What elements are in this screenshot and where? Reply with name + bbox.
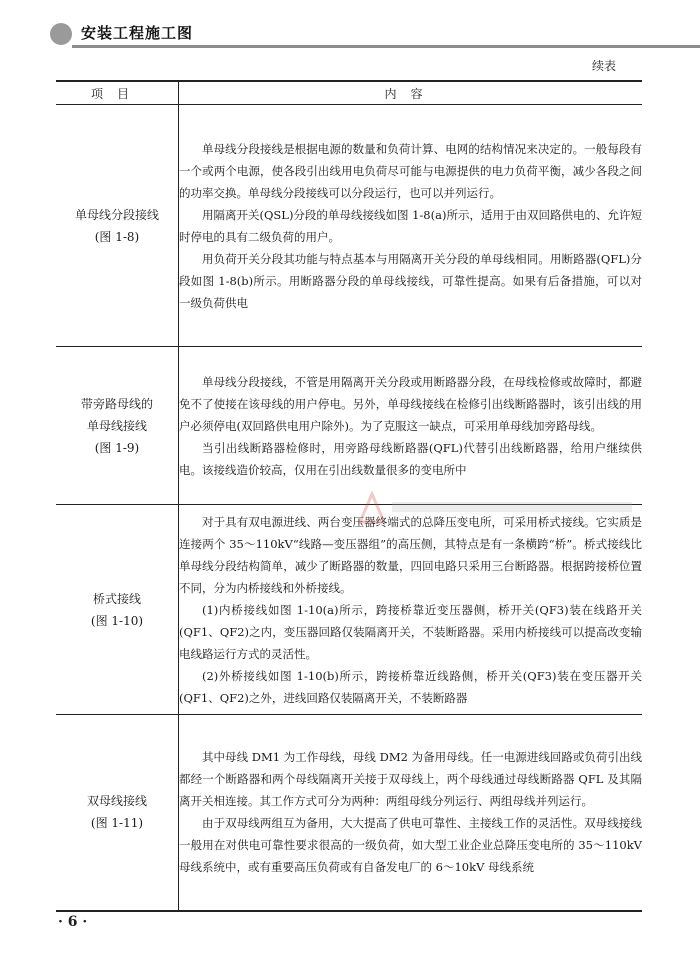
watermark-logo — [352, 488, 652, 528]
content-paragraph: 单母线分段接线，不管是用隔离开关分段或用断路器分段，在母线检修或故障时，都避免不了使接在该母线的用户停电。另外，单母线接线在检修引出线断路器时，该引出线的用户必须停电(双回路供电用户除外)。为了克服这一缺点，可采用单母线加旁路母线。 — [179, 374, 642, 433]
item-name-cont: 单母线接线 — [86, 418, 147, 433]
item-name: 双母线接线 — [86, 794, 147, 809]
table-row — [56, 105, 642, 347]
item-name: 桥式接线 — [92, 591, 141, 606]
content-paragraph: 用隔离开关(QSL)分段的单母线接线如图 1-8(a)所示，适用于由双回路供电的、允许短时停电的具有二级负荷的用户。 — [179, 207, 642, 244]
item-figure-ref: (图 1-10) — [90, 613, 144, 628]
row-content-cell — [179, 347, 643, 505]
table-row — [56, 505, 642, 715]
content-paragraph: (2)外桥接线如图 1-10(b)所示，跨接桥靠近线路侧，桥开关(QF3)装在变压器开关(QF1、QF2)之外，进线回路仅装隔离开关，不装断路器 — [179, 668, 642, 705]
row-content-cell — [179, 105, 643, 347]
row-item-cell — [56, 105, 179, 347]
header-rule — [72, 45, 700, 48]
row-content-cell — [179, 715, 643, 911]
header-circle-icon — [50, 23, 72, 45]
content-paragraph: 由于双母线两组互为备用，大大提高了供电可靠性、主接线工作的灵活性。双母线接线一般用在对供电可靠性要求很高的一级负荷，如大型工业企业总降压变电所的 35～110kV 母线系统中，或有重要高压负荷或有自备发电厂的 6～10kV 母线系统 — [179, 816, 642, 875]
page-number: · 6 · — [58, 914, 88, 930]
content-paragraph: (1)内桥接线如图 1-10(a)所示，跨接桥靠近变压器侧，桥开关(QF3)装在线路开关(QF1、QF2)之内，变压器回路仅装隔离开关，不装断路器。采用内桥接线可以提高改变输电线路运行方式的灵活性。 — [179, 602, 642, 661]
item-figure-ref: (图 1-9) — [94, 440, 140, 455]
content-paragraph: 用负荷开关分段其功能与特点基本与用隔离开关分段的单母线相同。用断路器(QFL)分段如图 1-8(b)所示。用断路器分段的单母线接线，可靠性提高。如果有后备措施，可以对一级负荷供电 — [179, 251, 642, 310]
content-paragraph: 当引出线断路器检修时，用旁路母线断路器(QFL)代替引出线断路器，给用户继续供电。该接线造价较高，仅用在引出线数量很多的变电所中 — [179, 440, 642, 477]
column-header-content: 内容 — [179, 81, 643, 105]
row-item-cell — [56, 347, 179, 505]
content-paragraph: 其中母线 DM1 为工作母线，母线 DM2 为备用母线。任一电源进线回路或负荷引出线都经一个断路器和两个母线隔离开关接于双母线上，两个母线通过母线断路器 QFL 及其隔离开关相连接。其工作方式可分为两种：两组母线分列运行、两组母线并列运行。 — [179, 750, 642, 809]
row-content-cell — [179, 505, 643, 715]
content-paragraph: 对于具有双电源进线、两台变压器终端式的总降压变电所，可采用桥式接线。它实质是连接两个 35～110kV“线路—变压器组”的高压侧，其特点是有一条横跨“桥”。桥式接线比单母线分段结构简单，减少了断路器的数量，四回电路只采用三台断路器。根据跨接桥位置不同，分为内桥接线和外桥接线。 — [179, 514, 642, 595]
item-figure-ref: (图 1-11) — [90, 816, 144, 831]
book-title: 安装工程施工图 — [81, 24, 194, 42]
continued-label: 续表 — [592, 59, 617, 73]
row-item-cell — [56, 505, 179, 715]
column-header-item: 项目 — [56, 81, 179, 105]
page-header — [0, 0, 700, 50]
row-item-cell — [56, 715, 179, 911]
content-paragraph: 单母线分段接线是根据电源的数量和负荷计算、电网的结构情况来决定的。一般每段有一个或两个电源，使各段引出线用电负荷尽可能与电源提供的电力负荷平衡，减少各段之间的功率交换。单母线分段接线可以分段运行，也可以并列运行。 — [179, 141, 642, 200]
item-name: 带旁路母线的 — [80, 396, 153, 411]
table-row — [56, 715, 642, 911]
table-header-row — [56, 81, 642, 105]
item-name: 单母线分段接线 — [74, 207, 159, 222]
item-figure-ref: (图 1-8) — [94, 229, 140, 244]
table-row — [56, 347, 642, 505]
